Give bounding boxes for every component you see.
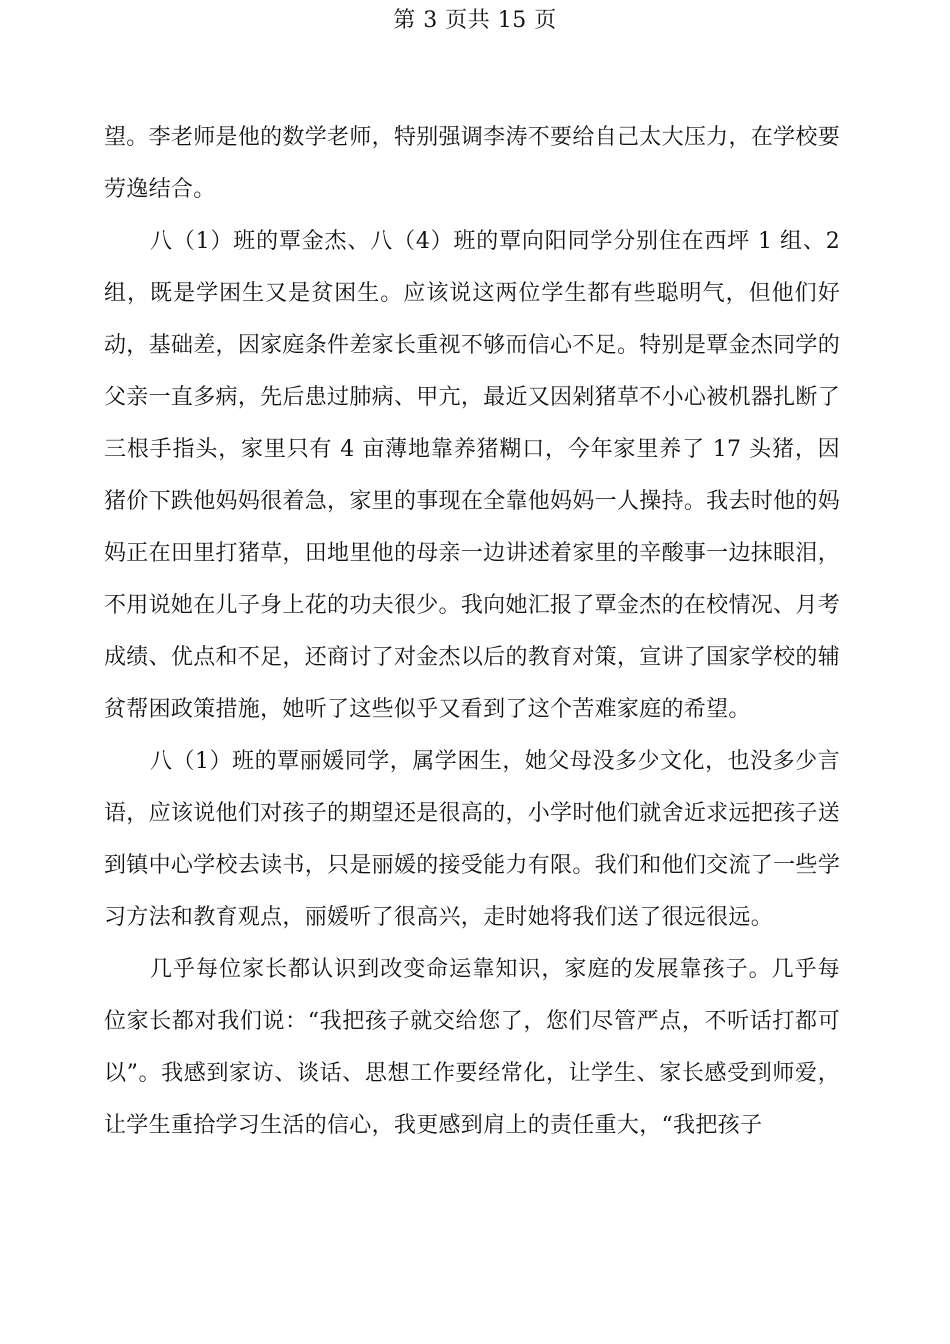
paragraph-qin-jinjie-visit: 八（1）班的覃金杰、八（4）班的覃向阳同学分别住在西坪 1 组、2 组，既是学困生又是贫困生。应该说这两位学生都有些聪明气，但他们好动，基础差，因家庭条件差家长重视不够而信心不足。特别是覃金杰同学的父亲一直多病，先后患过肺病、甲亢，最近又因剁猪草不小心被机器扎断了三根手指头，家里只有 4 亩薄地靠养猪糊口，今年家里养了 17 头猪，因猪价下跌他妈妈很着急，家里的事现在全靠他妈妈一人操持。我去时他的妈妈正在田里打猪草，田地里他的母亲一边讲述着家里的辛酸事一边抹眼泪，不用说她在儿子身上花的功夫很少。我向她汇报了覃金杰的在校情况、月考成绩、优点和不足，还商讨了对金杰以后的教育对策，宣讲了国家学校的辅贫帮困政策措施，她听了这些似乎又看到了这个苦难家庭的希望。 — [104, 229, 840, 722]
paragraph-qin-liyuan-visit: 八（1）班的覃丽媛同学，属学困生，她父母没多少文化，也没多少言语，应该说他们对孩子的期望还是很高的，小学时他们就舍近求远把孩子送到镇中心学校去读书，只是丽媛的接受能力有限。我们和他们交流了一些学习方法和教育观点，丽媛听了很高兴，走时她将我们送了很远很远。 — [104, 749, 840, 930]
paragraph-parents-reflection: 几乎每位家长都认识到改变命运靠知识，家庭的发展靠孩子。几乎每位家长都对我们说：“我把孩子就交给您了，您们尽管严点，不听话打都可以”。我感到家访、谈话、思想工作要经常化，让学生、家长感受到师爱，让学生重拾学习生活的信心，我更感到肩上的责任重大，“我把孩子 — [104, 957, 840, 1138]
page-number-header: 第 3 页共 15 页 — [393, 8, 557, 33]
document-body — [104, 112, 840, 1152]
paragraph-continuation: 望。李老师是他的数学老师，特别强调李涛不要给自己太大压力，在学校要劳逸结合。 — [104, 125, 840, 202]
